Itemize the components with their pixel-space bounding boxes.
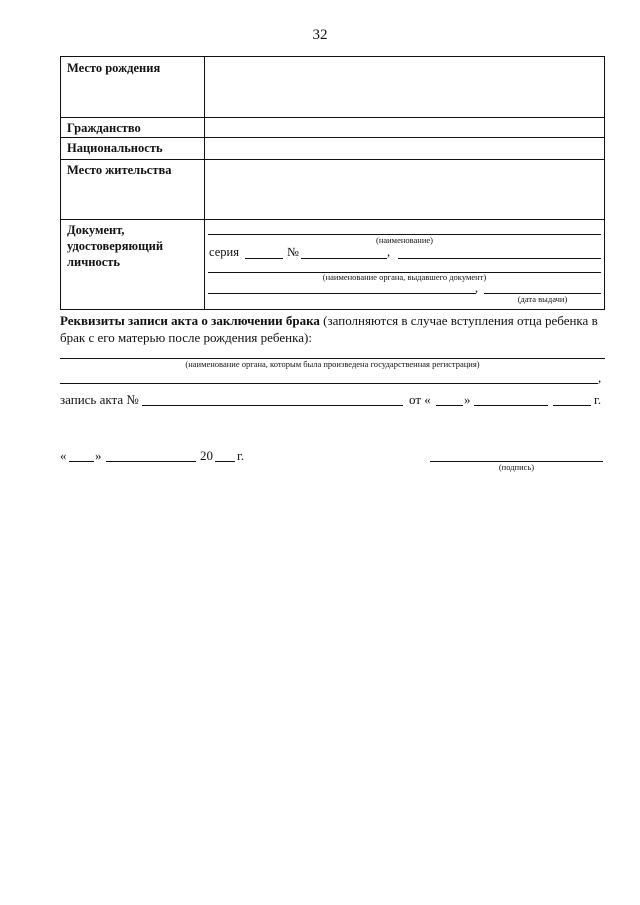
row-divider	[61, 159, 604, 160]
record-date-close: »	[464, 392, 471, 407]
record-day-field[interactable]	[436, 405, 463, 406]
caption-signature: (подпись)	[498, 462, 535, 472]
record-year-field[interactable]	[553, 405, 591, 406]
number-label: №	[287, 245, 299, 259]
document-extra-field[interactable]	[398, 258, 601, 259]
series-label: серия	[209, 245, 239, 259]
marriage-record-heading	[60, 312, 605, 346]
marriage-heading-rest: (заполняются в случае вступления отца ребенка в брак с его матерью после рождения ребенка):	[60, 313, 598, 345]
comma: ,	[475, 281, 479, 295]
row-divider	[61, 137, 604, 138]
footer-date-open: «	[60, 448, 67, 463]
label-citizenship: Гражданство	[67, 121, 141, 135]
table-column-divider	[204, 57, 205, 309]
record-number-field[interactable]	[142, 405, 403, 406]
number-field[interactable]	[301, 258, 387, 259]
form-table	[60, 56, 605, 310]
label-identity-document: Документ, удостоверяющий личность	[67, 223, 164, 269]
footer-date-close: »	[95, 448, 102, 463]
footer-year-field[interactable]	[215, 461, 235, 462]
footer-year-prefix: 20	[200, 448, 213, 463]
caption-registration-authority: (наименование органа, которым была произведена государственная регистрация)	[185, 359, 480, 369]
caption-issuing-authority: (наименование органа, выдавшего документ)	[322, 272, 487, 282]
row-divider	[61, 219, 604, 220]
label-residence: Место жительства	[67, 163, 172, 177]
series-field[interactable]	[245, 258, 283, 259]
marriage-heading-bold: Реквизиты записи акта о заключении брака	[60, 313, 320, 328]
label-nationality: Национальность	[67, 141, 163, 155]
page-number: 32	[312, 27, 328, 43]
comma: ,	[598, 370, 602, 385]
record-year-suffix: г.	[594, 392, 602, 407]
issuing-authority-line-2[interactable]	[208, 293, 476, 294]
caption-issue-date: (дата выдачи)	[517, 294, 568, 304]
row-divider	[61, 117, 604, 118]
footer-month-field[interactable]	[106, 461, 196, 462]
record-number-label: запись акта №	[60, 392, 139, 407]
record-month-field[interactable]	[474, 405, 548, 406]
comma: ,	[387, 245, 391, 259]
registration-authority-line-2[interactable]	[60, 383, 598, 384]
label-birthplace: Место рождения	[67, 61, 161, 75]
caption-document-name: (наименование)	[375, 235, 434, 245]
footer-day-field[interactable]	[69, 461, 94, 462]
record-date-open: от «	[409, 392, 431, 407]
footer-year-suffix: г.	[237, 448, 245, 463]
